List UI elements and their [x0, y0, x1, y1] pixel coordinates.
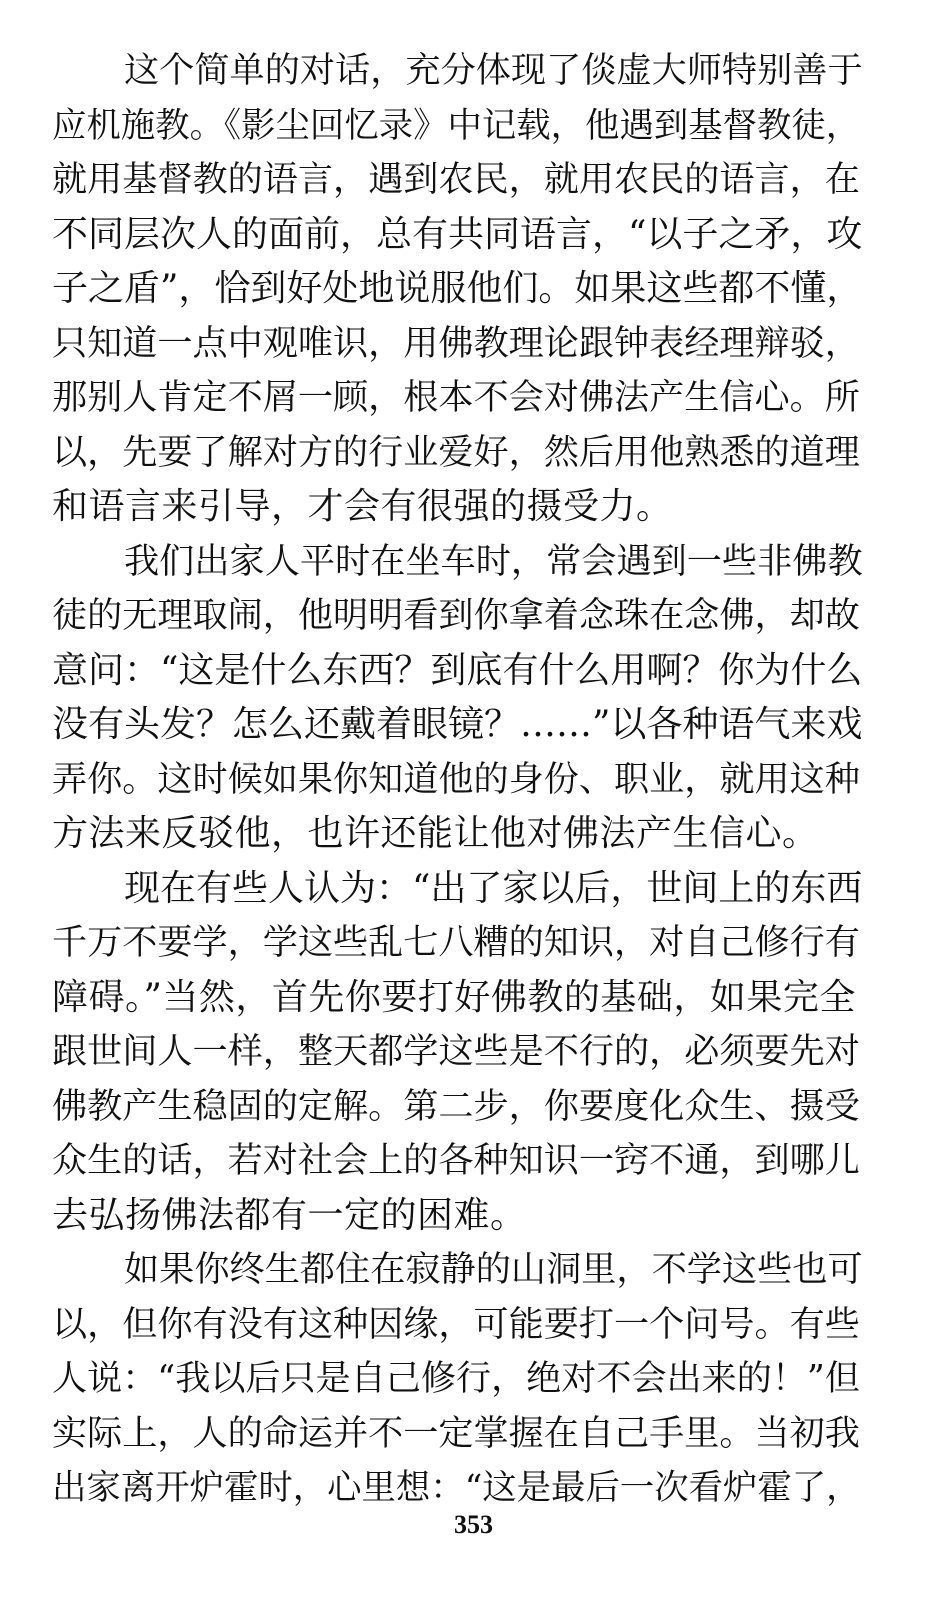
- text-line: 这个简单的对话，充分体现了倓虚大师特别善于: [124, 50, 863, 91]
- text-line: 就用基督教的语言，遇到农民，就用农民的语言，在: [52, 159, 860, 200]
- text-line: 去弘扬佛法都有一定的困难。: [52, 1194, 527, 1236]
- text-line: 如果你终生都住在寂静的山洞里，不学这些也可: [124, 1249, 863, 1290]
- text-line: 人说：“我以后只是自己修行，绝对不会出来的！”但: [52, 1358, 860, 1399]
- text-line: 应机施教。《影尘回忆录》中记载，他遇到基督教徒，: [52, 105, 861, 146]
- page-number: 353: [454, 1510, 493, 1539]
- text-line: 以，先要了解对方的行业爱好，然后用他熟悉的道理: [52, 431, 860, 473]
- text-line: 我们出家人平时在坐车时，常会遇到一些非佛教: [124, 540, 863, 582]
- text-line: 障碍。”当然，首先你要打好佛教的基础，如果完全: [52, 976, 856, 1018]
- text-line: 现在有些人认为：“出了家以后，世间上的东西: [124, 867, 863, 909]
- text-line: 没有头发？怎么还戴着眼镜？……”以各种语气来戏: [52, 704, 863, 745]
- text-line: 佛教产生稳固的定解。第二步，你要度化众生、摄受: [52, 1085, 860, 1127]
- text-line: 千万不要学，学这些乱七八糟的知识，对自己修行有: [52, 922, 860, 963]
- text-line: 子之盾”，恰到好处地说服他们。如果这些都不懂，: [52, 268, 863, 309]
- text-line: 只知道一点中观唯识，用佛教理论跟钟表经理辩驳，: [52, 322, 860, 364]
- text-line: 方法来反驳他，也许还能让他对佛法产生信心。: [52, 813, 819, 854]
- text-line: 跟世间人一样，整天都学这些是不行的，必须要先对: [52, 1031, 860, 1072]
- text-line: 弄你。这时候如果你知道他的身份、职业，就用这种: [52, 758, 860, 800]
- text-line: 众生的话，若对社会上的各种知识一窍不通，到哪儿: [52, 1140, 860, 1181]
- paragraph: [52, 862, 872, 1244]
- text-line: 和语言来引导，才会有很强的摄受力。: [52, 486, 673, 527]
- paragraph: [52, 44, 872, 535]
- text-line: 不同层次人的面前，总有共同语言，“以子之矛，攻: [52, 213, 863, 255]
- text-line: 那别人肯定不屑一顾，根本不会对佛法产生信心。所: [52, 377, 860, 418]
- paragraph: [52, 1243, 872, 1516]
- text-line: 徒的无理取闹，他明明看到你拿着念珠在念佛，却故: [52, 595, 860, 636]
- text-line: 出家离开炉霍时，心里想：“这是最后一次看炉霍了，: [52, 1468, 861, 1508]
- text-line: 以，但你有没有这种因缘，可能要打一个问号。有些: [52, 1303, 860, 1345]
- text-line: 意问：“这是什么东西？到底有什么用啊？你为什么: [52, 649, 863, 691]
- text-line: 实际上，人的命运并不一定掌握在自己手里。当初我: [52, 1412, 860, 1454]
- document-body: [52, 44, 872, 1516]
- paragraph: [52, 535, 872, 862]
